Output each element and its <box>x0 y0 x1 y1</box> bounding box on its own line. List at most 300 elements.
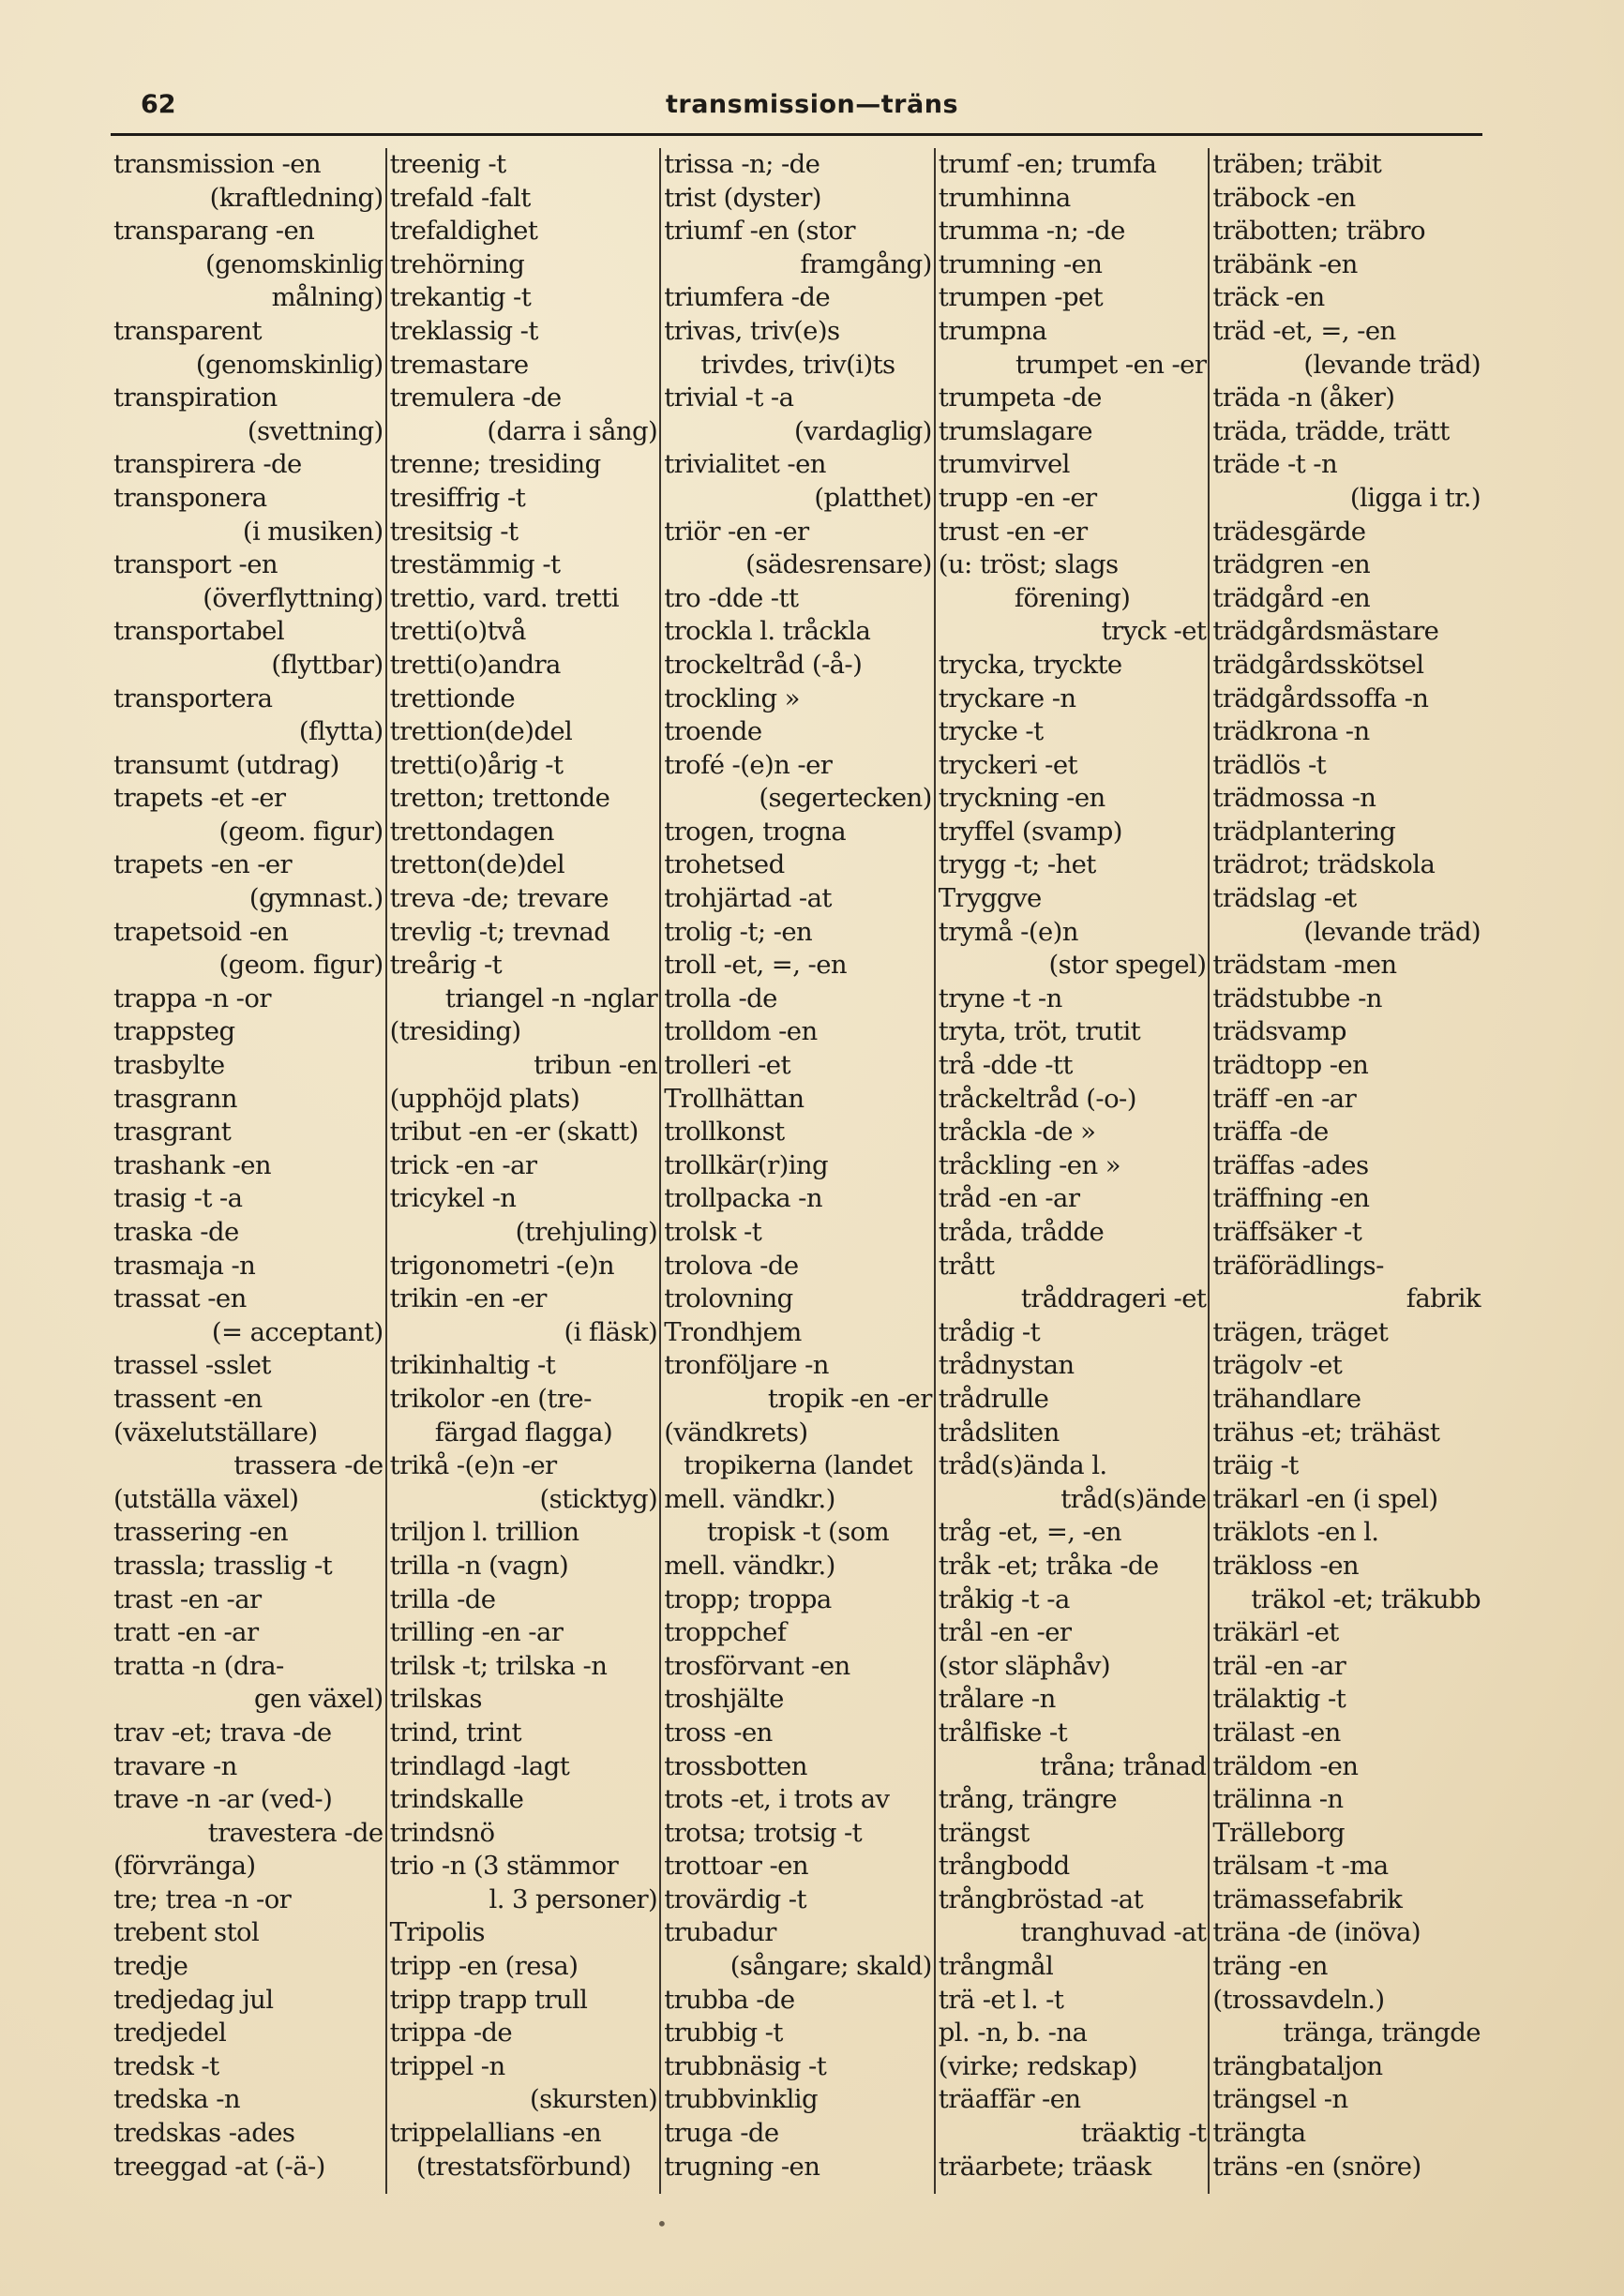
entry-line: trilla -n (vagn) <box>389 1550 569 1581</box>
entry-line: tratt -en -ar <box>113 1617 259 1648</box>
entry-line: tretti(o)andra <box>389 649 561 680</box>
entry-line: tranghuvad -at <box>1020 1917 1207 1948</box>
entry-line: tremulera -de <box>389 383 562 413</box>
entry-line: trikolor -en (tre- <box>389 1383 592 1414</box>
entry-line: träldom -en <box>1212 1750 1359 1781</box>
entry-line: tränga, trängde <box>1283 2018 1481 2048</box>
entry-line: trolleri -et <box>664 1050 790 1081</box>
entry-line: trikin -en -er <box>389 1283 547 1314</box>
entry-line: mell. vändkr.) <box>664 1550 835 1581</box>
entry-line: trilskas <box>389 1684 482 1715</box>
entry-line: (sticktyg) <box>539 1483 658 1514</box>
entry-line: tribut -en -er (skatt) <box>389 1117 639 1148</box>
entry-line: (gymnast.) <box>248 883 383 914</box>
entry-line: trockla l. tråckla <box>664 616 871 647</box>
entry-line: trälinna -n <box>1212 1784 1344 1815</box>
entry-line: träkloss -en <box>1212 1550 1360 1581</box>
entry-line: tråk -et; tråka -de <box>938 1550 1159 1581</box>
entry-line: triangel -n -nglar <box>444 983 658 1013</box>
entry-line: trångbröstad -at <box>938 1883 1144 1914</box>
entry-line: (stor släphåv) <box>938 1650 1110 1681</box>
entry-line: trumslagare <box>938 415 1092 446</box>
entry-line: (geom. figur) <box>218 950 383 981</box>
entry-line: trådrulle <box>938 1383 1049 1414</box>
entry-line: tripp -en (resa) <box>389 1951 579 1982</box>
entry-line: traska -de <box>113 1217 239 1247</box>
entry-line: tråg -et, =, -en <box>938 1517 1122 1548</box>
entry-line: trumning -en <box>938 248 1103 279</box>
entry-line: tråckla -de » <box>938 1117 1096 1148</box>
entry-line: trädesgärde <box>1212 516 1366 547</box>
entry-line: trädslag -et <box>1212 883 1357 914</box>
entry-line: tremastare <box>389 349 529 380</box>
entry-line: treårig -t <box>389 950 503 981</box>
entry-line: trapets -en -er <box>113 849 293 880</box>
entry-line: tropik -en -er <box>767 1383 932 1414</box>
entry-line: gen växel) <box>254 1684 383 1715</box>
entry-line: trumpen -pet <box>938 282 1104 313</box>
entry-line: trubadur <box>664 1917 776 1948</box>
entry-line: (upphöjd plats) <box>389 1083 580 1114</box>
entry-line: trasmaja -n <box>113 1250 256 1281</box>
entry-line: tronföljare -n <box>664 1350 829 1381</box>
entry-line: (genomskinlig) <box>195 349 383 380</box>
entry-line: trippelallians -en <box>389 2118 602 2149</box>
entry-line: trål -en -er <box>938 1617 1072 1648</box>
entry-line: trockling » <box>664 683 800 713</box>
entry-line: trassering -en <box>113 1517 288 1548</box>
entry-line: transpiration <box>113 383 278 413</box>
entry-line: träarbete; träask <box>938 2151 1151 2182</box>
entry-line: treeggad -at (-ä-) <box>113 2151 325 2182</box>
entry-line: trädkrona -n <box>1212 716 1370 747</box>
entry-line: tropisk -t (som <box>706 1517 890 1548</box>
entry-line: trosförvant -en <box>664 1650 850 1681</box>
entry-line: trädgård -en <box>1212 582 1371 613</box>
entry-line: trängsel -n <box>1212 2084 1348 2115</box>
column-3 <box>659 148 934 2194</box>
entry-line: trädgren -en <box>1212 549 1371 580</box>
entry-line: troende <box>664 716 762 747</box>
entry-line: träig -t <box>1212 1450 1299 1481</box>
entry-line: troll -et, =, -en <box>664 950 847 981</box>
entry-line: träkarl -en (i spel) <box>1212 1483 1438 1514</box>
entry-line: transumt (utdrag) <box>113 749 339 780</box>
entry-line: trådsliten <box>938 1417 1060 1448</box>
entry-line: trädgårdsmästare <box>1212 616 1439 647</box>
entry-line: tryckare -n <box>938 683 1076 713</box>
entry-line: trumpeta -de <box>938 383 1102 413</box>
entry-line: trähandlare <box>1212 1383 1361 1414</box>
entry-line: trämassefabrik <box>1212 1883 1403 1914</box>
entry-line: Tripolis <box>389 1917 485 1948</box>
entry-line: triumf -en (stor <box>664 216 855 247</box>
entry-line: trolovning <box>664 1283 793 1314</box>
entry-line: trollkonst <box>664 1117 785 1148</box>
entry-line: trädsvamp <box>1212 1016 1346 1047</box>
entry-line: (darra i sång) <box>487 415 658 446</box>
entry-line: tratta -n (dra- <box>113 1650 284 1681</box>
entry-line: trapetsoid -en <box>113 916 289 947</box>
entry-line: trivas, triv(e)s <box>664 315 840 346</box>
entry-line: träng -en <box>1212 1951 1328 1982</box>
entry-line: (sädesrensare) <box>745 549 932 580</box>
entry-line: trängta <box>1212 2118 1306 2149</box>
entry-line: träaffär -en <box>938 2084 1081 2115</box>
entry-line: (sångare; skald) <box>729 1951 932 1982</box>
entry-line: träbock -en <box>1212 182 1356 213</box>
entry-line: (stor spegel) <box>1048 950 1207 981</box>
entry-line: tresiffrig -t <box>389 482 526 513</box>
entry-line: trind, trint <box>389 1717 521 1748</box>
entry-line: (genomskinlig <box>204 248 383 279</box>
entry-line: trashank -en <box>113 1149 272 1180</box>
entry-line: trycke -t <box>938 716 1044 747</box>
entry-line: trassla; trasslig -t <box>113 1550 333 1581</box>
entry-line: träl -en -ar <box>1212 1650 1346 1681</box>
entry-line: trälaktig -t <box>1212 1684 1346 1715</box>
entry-line: tråckling -en » <box>938 1149 1120 1180</box>
dictionary-columns <box>111 148 1482 2194</box>
entry-line: trave -n -ar (ved-) <box>113 1784 333 1815</box>
entry-line: trikinhaltig -t <box>389 1350 556 1381</box>
entry-line: trefaldighet <box>389 216 538 247</box>
entry-line: trångmål <box>938 1951 1054 1982</box>
entry-line: trottoar -en <box>664 1851 808 1882</box>
entry-line: trädlös -t <box>1212 749 1327 780</box>
entry-line: trettion(de)del <box>389 716 573 747</box>
entry-line: trettio, vard. tretti <box>389 582 619 613</box>
entry-line: triumfera -de <box>664 282 831 313</box>
entry-line: mell. vändkr.) <box>664 1483 835 1514</box>
entry-line: triör -en -er <box>664 516 809 547</box>
entry-line: trehörning <box>389 248 525 279</box>
entry-line: träben; träbit <box>1212 149 1382 179</box>
entry-line: trå -dde -tt <box>938 1050 1073 1081</box>
entry-line: trindsnö <box>389 1817 495 1848</box>
entry-line: trädmossa -n <box>1212 783 1376 814</box>
entry-line: trapets -et -er <box>113 783 286 814</box>
entry-line: tråckeltråd (-o-) <box>938 1083 1136 1114</box>
entry-line: trappsteg <box>113 1016 235 1047</box>
entry-line: (u: tröst; slags <box>938 549 1119 580</box>
entry-line: trång, trängre <box>938 1784 1118 1815</box>
entry-line: trivdes, triv(i)ts <box>700 349 895 380</box>
entry-line: treva -de; trevare <box>389 883 609 914</box>
entry-line: trålfiske -t <box>938 1717 1068 1748</box>
entry-line: trådnystan <box>938 1350 1075 1381</box>
entry-line: (i fläsk) <box>564 1316 658 1347</box>
entry-line: trädstubbe -n <box>1212 983 1382 1013</box>
entry-line: trenne; tresiding <box>389 449 601 480</box>
entry-line: (skursten) <box>529 2084 658 2115</box>
entry-line: träna -de (inöva) <box>1212 1917 1421 1948</box>
entry-line: Trondhjem <box>664 1316 802 1347</box>
entry-line: trägolv -et <box>1212 1350 1343 1381</box>
entry-line: (flyttbar) <box>271 649 383 680</box>
entry-line: tredje <box>113 1951 188 1982</box>
entry-line: (svettning) <box>247 415 383 446</box>
running-head: transmission—träns <box>665 90 959 119</box>
entry-line: trots -et, i trots av <box>664 1784 890 1815</box>
entry-line: (virke; redskap) <box>938 2050 1137 2081</box>
entry-line: trängst <box>938 1817 1030 1848</box>
entry-line: tråd -en -ar <box>938 1183 1080 1214</box>
entry-line: tresitsig -t <box>389 516 519 547</box>
entry-line: trippel -n <box>389 2050 505 2081</box>
entry-line: trio -n (3 stämmor <box>389 1851 619 1882</box>
entry-line: trumf -en; trumfa <box>938 149 1157 179</box>
entry-line: pl. -n, b. -na <box>938 2018 1088 2048</box>
entry-line: träbotten; träbro <box>1212 216 1425 247</box>
entry-line: trikå -(e)n -er <box>389 1450 557 1481</box>
entry-line: trolla -de <box>664 983 777 1013</box>
column-2 <box>385 148 660 2194</box>
entry-line: (levande träd) <box>1303 916 1481 947</box>
entry-line: tryckeri -et <box>938 749 1077 780</box>
entry-line: transponera <box>113 482 267 513</box>
entry-line: trubbig -t <box>664 2018 783 2048</box>
entry-line: (platthet) <box>814 482 932 513</box>
entry-line: l. 3 personer) <box>489 1883 658 1914</box>
entry-line: troppchef <box>664 1617 787 1648</box>
entry-line: träaktig -t <box>1080 2118 1207 2149</box>
entry-line: träda -n (åker) <box>1212 383 1395 413</box>
entry-line: trängbataljon <box>1212 2050 1383 2081</box>
entry-line: förening) <box>1014 582 1131 613</box>
entry-line: tretton(de)del <box>389 849 565 880</box>
entry-line: trestämmig -t <box>389 549 561 580</box>
entry-line: tredjedel <box>113 2018 227 2048</box>
entry-line: tropp; troppa <box>664 1583 832 1614</box>
entry-line: trossbotten <box>664 1750 807 1781</box>
entry-line: (kraftledning) <box>209 182 383 213</box>
entry-line: (förvränga) <box>113 1851 256 1882</box>
entry-line: trubbnäsig -t <box>664 2050 827 2081</box>
entry-line: (trehjuling) <box>515 1217 658 1247</box>
entry-line: trådig -t <box>938 1316 1041 1347</box>
entry-line: träbänk -en <box>1212 248 1358 279</box>
entry-line: trägen, träget <box>1212 1316 1389 1347</box>
entry-line: (överflyttning) <box>203 582 383 613</box>
column-4 <box>934 148 1209 2194</box>
entry-line: trasbylte <box>113 1050 225 1081</box>
entry-line: trotsa; trotsig -t <box>664 1817 863 1848</box>
entry-line: (växelutställare) <box>113 1417 318 1448</box>
entry-line: trollkär(r)ing <box>664 1149 829 1180</box>
entry-line: trohetsed <box>664 849 785 880</box>
entry-line: trädtopp -en <box>1212 1050 1369 1081</box>
column-1 <box>111 148 385 2194</box>
entry-line: tretti(o)två <box>389 616 526 647</box>
entry-line: tro -dde -tt <box>664 582 799 613</box>
entry-line: trettondagen <box>389 816 554 847</box>
entry-line: trast -en -ar <box>113 1583 262 1614</box>
entry-line: träns -en (snöre) <box>1212 2151 1421 2182</box>
entry-line: trasgrant <box>113 1117 232 1148</box>
entry-line: trångbodd <box>938 1851 1070 1882</box>
entry-line: trippa -de <box>389 2018 513 2048</box>
entry-line: trissa -n; -de <box>664 149 820 179</box>
entry-line: trappa -n -or <box>113 983 271 1013</box>
entry-line: träffa -de <box>1212 1117 1329 1148</box>
entry-line: träkärl -et <box>1212 1617 1339 1648</box>
entry-line: (levande träd) <box>1303 349 1481 380</box>
entry-line: tråd(s)ände <box>1060 1483 1207 1514</box>
entry-line: träck -en <box>1212 282 1325 313</box>
entry-line: trolsk -t <box>664 1217 762 1247</box>
entry-line: tråddrageri -et <box>1020 1283 1207 1314</box>
entry-line: (trossavdeln.) <box>1212 1984 1385 2015</box>
entry-line: troshjälte <box>664 1684 784 1715</box>
entry-line: trivial -t -a <box>664 383 794 413</box>
entry-line: (vändkrets) <box>664 1417 808 1448</box>
entry-line: trassent -en <box>113 1383 263 1414</box>
entry-line: treklassig -t <box>389 315 538 346</box>
entry-line: treenig -t <box>389 149 506 179</box>
entry-line: trist (dyster) <box>664 182 821 213</box>
entry-line: trevlig -t; trevnad <box>389 916 610 947</box>
entry-line: färgad flagga) <box>434 1417 613 1448</box>
entry-line: trubba -de <box>664 1984 795 2015</box>
entry-line: träde -t -n <box>1212 449 1338 480</box>
entry-line: trick -en -ar <box>389 1149 537 1180</box>
entry-line: trilsk -t; trilska -n <box>389 1650 608 1681</box>
entry-line: trädrot; trädskola <box>1212 849 1436 880</box>
entry-line: transparang -en <box>113 216 315 247</box>
entry-line: trolig -t; -en <box>664 916 813 947</box>
entry-line: trått <box>938 1250 995 1281</box>
entry-line: tribun -en <box>534 1050 658 1081</box>
entry-line: tryta, tröt, trutit <box>938 1016 1141 1047</box>
entry-line: träförädlings- <box>1212 1250 1384 1281</box>
entry-line: trilla -de <box>389 1583 496 1614</box>
entry-line: trähus -et; trähäst <box>1212 1417 1440 1448</box>
entry-line: trädgårdssoffa -n <box>1212 683 1429 713</box>
header-rule <box>111 133 1482 136</box>
entry-line: (segertecken) <box>759 783 932 814</box>
entry-line: travestera -de <box>207 1817 383 1848</box>
entry-line: trilling -en -ar <box>389 1617 564 1648</box>
entry-line: (vardaglig) <box>794 415 932 446</box>
entry-line: trivialitet -en <box>664 449 826 480</box>
entry-line: trigonometri -(e)n <box>389 1250 615 1281</box>
entry-line: trettionde <box>389 683 516 713</box>
entry-line: trubbvinklig <box>664 2084 819 2115</box>
entry-line: tryne -t -n <box>938 983 1062 1013</box>
entry-line: transpirera -de <box>113 449 302 480</box>
entry-line: transportabel <box>113 616 285 647</box>
entry-line: transportera <box>113 683 273 713</box>
entry-line: trust -en -er <box>938 516 1088 547</box>
entry-line: (tresiding) <box>389 1016 521 1047</box>
entry-line: målning) <box>271 282 383 313</box>
entry-line: tredsk -t <box>113 2050 219 2081</box>
entry-line: truga -de <box>664 2118 779 2149</box>
entry-line: trindskalle <box>389 1784 524 1815</box>
entry-line: träff -en -ar <box>1212 1083 1357 1114</box>
entry-line: trasig -t -a <box>113 1183 243 1214</box>
entry-line: träda, trädde, trätt <box>1212 415 1450 446</box>
entry-line: trogen, trogna <box>664 816 847 847</box>
entry-line: (ligga i tr.) <box>1349 482 1481 513</box>
entry-line: trä -et l. -t <box>938 1984 1064 2015</box>
footer-mark: • <box>656 2213 668 2235</box>
column-5 <box>1208 148 1482 2194</box>
entry-line: tråna; trånad <box>1040 1750 1207 1781</box>
entry-line: trasgrann <box>113 1083 237 1114</box>
entry-line: (flytta) <box>298 716 383 747</box>
entry-line: tråkig -t -a <box>938 1583 1070 1614</box>
entry-line: tropikerna (landet <box>684 1450 912 1481</box>
entry-line: tråda, trådde <box>938 1217 1105 1247</box>
entry-line: trålare -n <box>938 1684 1056 1715</box>
page-number: 62 <box>141 90 176 119</box>
entry-line: (geom. figur) <box>218 816 383 847</box>
entry-line: trygg -t; -het <box>938 849 1096 880</box>
entry-line: tretton; trettonde <box>389 783 610 814</box>
entry-line: trohjärtad -at <box>664 883 832 914</box>
entry-line: trälast -en <box>1212 1717 1341 1748</box>
entry-line: trolldom -en <box>664 1016 818 1047</box>
entry-line: tredskas -ades <box>113 2118 295 2149</box>
entry-line: trumma -n; -de <box>938 216 1125 247</box>
entry-line: trugning -en <box>664 2151 820 2182</box>
entry-line: Trälleborg <box>1212 1817 1346 1848</box>
entry-line: tryffel (svamp) <box>938 816 1122 847</box>
entry-line: trockeltråd (-å-) <box>664 649 863 680</box>
entry-line: (utställa växel) <box>113 1483 299 1514</box>
entry-line: transparent <box>113 315 262 346</box>
entry-line: (= acceptant) <box>211 1316 383 1347</box>
entry-line: trumhinna <box>938 182 1071 213</box>
entry-line: trassel -sslet <box>113 1350 271 1381</box>
entry-line: trumvirvel <box>938 449 1070 480</box>
entry-line: trädstam -men <box>1212 950 1397 981</box>
entry-line: trekantig -t <box>389 282 532 313</box>
entry-line: träffsäker -t <box>1212 1217 1362 1247</box>
entry-line: trofé -(e)n -er <box>664 749 833 780</box>
entry-line: fabrik <box>1406 1283 1481 1314</box>
entry-line: tripp trapp trull <box>389 1984 588 2015</box>
entry-line: travare -n <box>113 1750 237 1781</box>
entry-line: tredska -n <box>113 2084 240 2115</box>
entry-line: trupp -en -er <box>938 482 1097 513</box>
entry-line: trumpna <box>938 315 1047 346</box>
entry-line: (i musiken) <box>242 516 383 547</box>
entry-line: triljon l. trillion <box>389 1517 579 1548</box>
entry-line: tredjedag jul <box>113 1984 274 2015</box>
entry-line: trindlagd -lagt <box>389 1750 570 1781</box>
entry-line: transport -en <box>113 549 278 580</box>
entry-line: trumpet -en -er <box>1015 349 1207 380</box>
entry-line: träkol -et; träkubb <box>1251 1583 1481 1614</box>
entry-line: trollpacka -n <box>664 1183 822 1214</box>
entry-line: trycka, tryckte <box>938 649 1122 680</box>
entry-line: (trestatsförbund) <box>415 2151 631 2182</box>
entry-line: träffning -en <box>1212 1183 1370 1214</box>
entry-line: Trollhättan <box>664 1083 804 1114</box>
entry-line: träd -et, =, -en <box>1212 315 1396 346</box>
entry-line: tryckning -en <box>938 783 1105 814</box>
entry-line: träklots -en l. <box>1212 1517 1379 1548</box>
entry-line: tross -en <box>664 1717 773 1748</box>
entry-line: trassera -de <box>233 1450 383 1481</box>
entry-line: trovärdig -t <box>664 1883 806 1914</box>
entry-line: trädgårdsskötsel <box>1212 649 1424 680</box>
entry-line: trädplantering <box>1212 816 1396 847</box>
entry-line: tretti(o)årig -t <box>389 749 564 780</box>
